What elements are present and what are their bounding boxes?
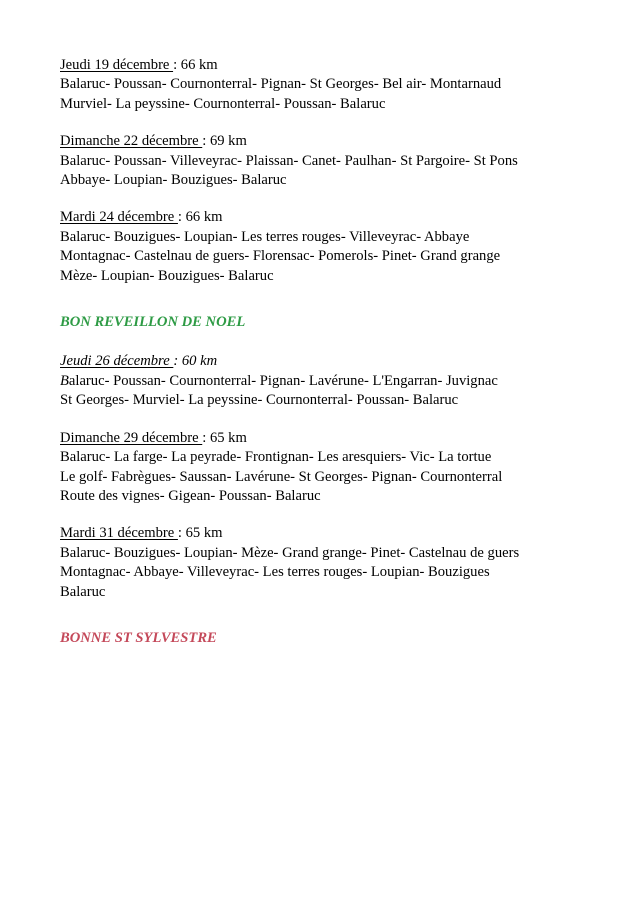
ride-date-heading: [60, 132, 575, 151]
ride-route-line: Route des vignes- Gigean- Poussan- Balaruc: [60, 487, 321, 504]
ride-date-heading: [60, 524, 575, 543]
ride-route-line: Balaruc- Bouzigues- Loupian- Les terres rouges- Villeveyrac- Abbaye: [60, 228, 470, 245]
ride-block: [60, 429, 575, 507]
ride-date-label: Jeudi 26 décembre: [60, 353, 174, 370]
ride-route-line: Montagnac- Abbaye- Villeveyrac- Les terres rouges- Loupian- Bouzigues: [60, 564, 490, 581]
festive-greeting-block: [60, 629, 575, 648]
festive-greeting-text: BONNE ST SYLVESTRE: [60, 629, 217, 646]
ride-route-line: Balaruc: [60, 583, 106, 600]
festive-greeting-text: BON REVEILLON DE NOEL: [60, 314, 246, 331]
ride-block: [60, 56, 575, 114]
ride-date-heading: [60, 56, 575, 75]
ride-distance: 66 km: [180, 57, 218, 73]
ride-distance: 65 km: [185, 525, 223, 542]
ride-route-line: Balaruc- Poussan- Cournonterral- Pignan- St Georges- Bel air- Montarnaud: [60, 76, 502, 93]
festive-spacer: [60, 620, 575, 629]
document-body: [60, 56, 575, 648]
ride-route-line: Montagnac- Castelnau de guers- Florensac- Pomerols- Pinet- Grand grange: [60, 248, 501, 265]
ride-route-line: Mèze- Loupian- Bouzigues- Balaruc: [60, 267, 274, 284]
ride-date-heading: [60, 208, 575, 227]
ride-route-line: St Georges- Murviel- La peyssine- Cournonterral- Poussan- Balaruc: [60, 392, 459, 409]
ride-block: [60, 352, 575, 410]
ride-block: [60, 524, 575, 602]
ride-heading-separator: :: [177, 209, 186, 226]
ride-date-label: Dimanche 22 décembre: [60, 133, 203, 150]
ride-distance: 66 km: [185, 209, 223, 226]
ride-date-label: Mardi 24 décembre: [60, 209, 178, 226]
ride-heading-separator: :: [202, 429, 210, 446]
ride-heading-separator: :: [202, 133, 210, 150]
ride-date-label: Mardi 31 décembre: [60, 525, 178, 542]
ride-date-label: Jeudi 19 décembre: [60, 57, 174, 73]
ride-distance: 69 km: [209, 133, 247, 150]
ride-route-line: Le golf- Fabrègues- Saussan- Lavérune- St Georges- Pignan- Cournonterral: [60, 468, 503, 485]
ride-date-label: Dimanche 29 décembre: [60, 429, 203, 446]
ride-route-line: Abbaye- Loupian- Bouzigues- Balaruc: [60, 172, 287, 189]
ride-route-line: Balaruc- La farge- La peyrade- Frontignan- Les aresquiers- Vic- La tortue: [60, 449, 492, 466]
ride-block: [60, 132, 575, 190]
ride-heading-separator: :: [173, 57, 181, 73]
ride-block: [60, 208, 575, 286]
ride-route-line: Balaruc- Poussan- Villeveyrac- Plaissan- Canet- Paulhan- St Pargoire- St Pons: [60, 152, 518, 169]
ride-date-heading: [60, 429, 575, 448]
festive-spacer: [60, 304, 575, 313]
ride-heading-separator: :: [173, 353, 182, 370]
ride-distance: 60 km: [181, 353, 218, 370]
ride-heading-separator: :: [177, 525, 186, 542]
festive-greeting-block: [60, 313, 575, 332]
ride-date-heading: [60, 352, 575, 371]
ride-route-line: Murviel- La peyssine- Cournonterral- Poussan- Balaruc: [60, 95, 386, 112]
ride-distance: 65 km: [209, 429, 247, 446]
ride-route-line: Balaruc- Poussan- Cournonterral- Pignan- Lavérune- L'Engarran- Juvignac: [60, 372, 498, 389]
ride-route-line: Balaruc- Bouzigues- Loupian- Mèze- Grand grange- Pinet- Castelnau de guers: [60, 544, 520, 561]
